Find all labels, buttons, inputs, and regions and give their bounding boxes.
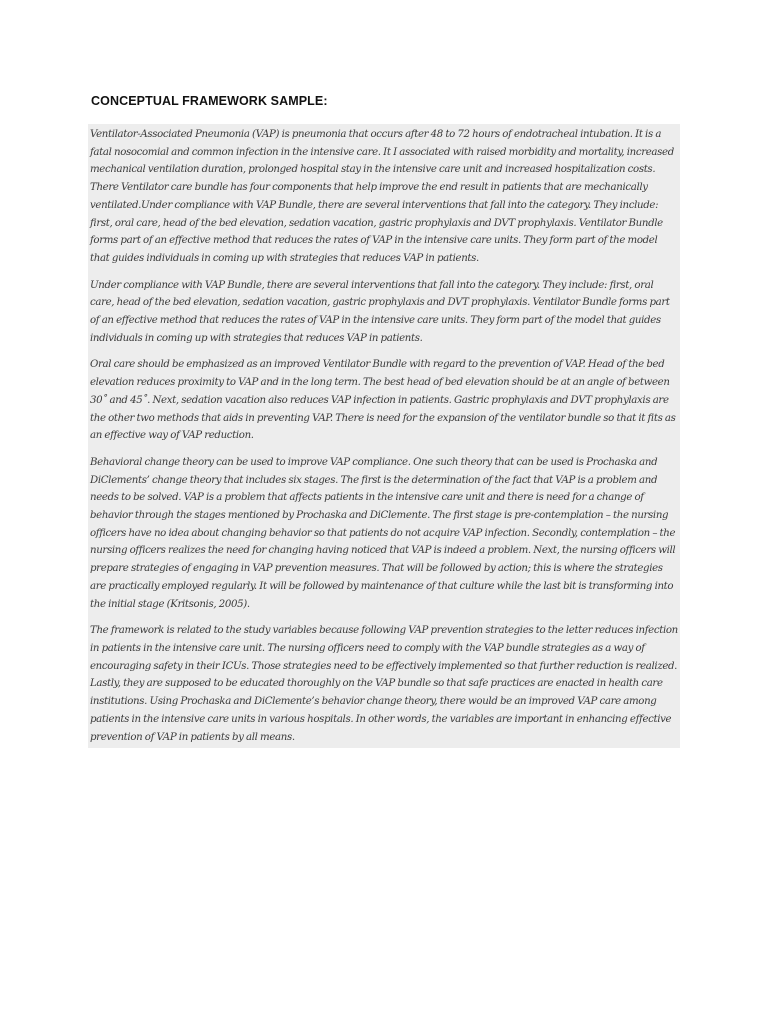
document-title: CONCEPTUAL FRAMEWORK SAMPLE: [91, 94, 328, 108]
paragraph-vap-definition: Ventilator-Associated Pneumonia (VAP) is pneumonia that occurs after 48 to 72 hours of endotracheal intubation. It is a fatal nosocomial and common infection in the intensive care. It I associated with raised morbidity and mortality, increased mechanical ventilation duration, prolonged hospital stay in the intensive care unit and increased hospitalization costs. There Ventilator care bundle has four components that help improve the end result in patients that are mechanically ventilated.Under compliance with VAP Bundle, there are several interventions that fall into the category. They include: first, oral care, head of the bed elevation, sedation vacation, gastric prophylaxis and DVT prophylaxis. Ventilator Bundle forms part of an effective method that reduces the rates of VAP in the intensive care units. They form part of the model that guides individuals in coming up with strategies that reduces VAP in patients. [90, 129, 674, 264]
paragraph-behavioral-change-theory: Behavioral change theory can be used to improve VAP compliance. One such theory that can be used is Prochaska and DiClements’ change theory that includes six stages. The first is the determination of the fact that VAP is a problem and needs to be solved. VAP is a problem that affects patients in the intensive care unit and there is need for a change of behavior through the stages mentioned by Prochaska and DiClemente. The first stage is pre-contemplation – the nursing officers have no idea about changing behavior so that patients do not acquire VAP infection. Secondly, contemplation – the nursing officers realizes the need for changing having noticed that VAP is indeed a problem. Next, the nursing officers will prepare strategies of engaging in VAP prevention measures. That will be followed by action; this is where the strategies are practically employed regularly. It will be followed by maintenance of that culture while the last bit is transforming into the initial stage (Kritsonis, 2005). [90, 456, 676, 610]
paragraph-framework-study-variables: The framework is related to the study variables because following VAP prevention strategies to the letter reduces infection in patients in the intensive care unit. The nursing officers need to comply with the VAP bundle strategies as a way of encouraging safety in their ICUs. Those strategies need to be effectively implemented so that further reduction is realized. Lastly, they are supposed to be educated thoroughly on the VAP bundle so that safe practices are enacted in health care institutions. Using Prochaska and DiClemente’s behavior change theory, there would be an improved VAP care among patients in the intensive care units in various hospitals. In other words, the variables are important in enhancing effective prevention of VAP in patients by all means. [90, 625, 678, 743]
highlighted-body-text [88, 124, 680, 748]
paragraph-oral-care: Oral care should be emphasized as an improved Ventilator Bundle with regard to the prevention of VAP. Head of the bed elevation reduces proximity to VAP and in the long term. The best head of bed elevation should be at an angle of between 30˚ and 45˚. Next, sedation vacation also reduces VAP infection in patients. Gastric prophylaxis and DVT prophylaxis are the other two methods that aids in preventing VAP. There is need for the expansion of the ventilator bundle so that it fits as an effective way of VAP reduction. [90, 359, 676, 442]
paragraph-vap-bundle-compliance: Under compliance with VAP Bundle, there are several interventions that fall into the category. They include: first, oral care, head of the bed elevation, sedation vacation, gastric prophylaxis and DVT prophylaxis. Ventilator Bundle forms part of an effective method that reduces the rates of VAP in the intensive care units. They form part of the model that guides individuals in coming up with strategies that reduces VAP in patients. [90, 279, 670, 344]
